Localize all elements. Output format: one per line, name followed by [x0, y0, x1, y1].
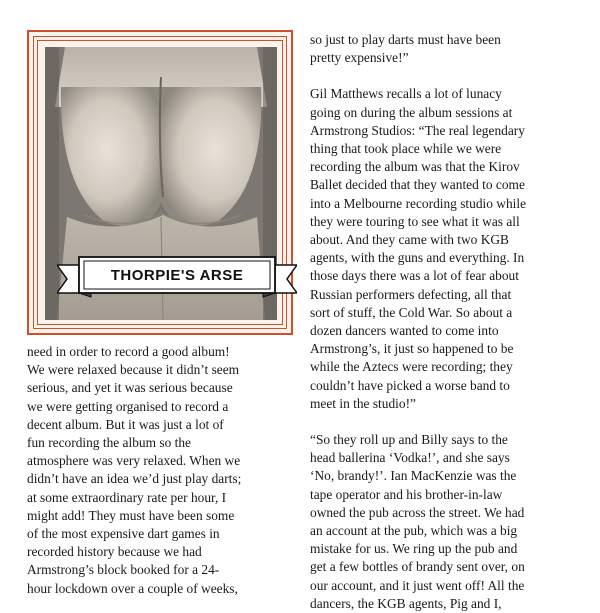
body-paragraph-1: [310, 31, 582, 67]
text-line: serious, and yet it was serious because: [27, 380, 233, 396]
caption-label: THORPIE'S ARSE: [110, 267, 244, 284]
body-paragraph-3: [310, 431, 582, 613]
text-line: might add! They must have been some: [27, 507, 235, 523]
text-line: We were relaxed because it didn’t seem: [27, 362, 240, 378]
text-line: so just to play darts must have been: [310, 32, 501, 47]
text-line: our account, and it just went off! All the: [310, 577, 525, 593]
body-paragraph-2: [310, 85, 582, 413]
right-column-text: [310, 31, 582, 613]
body-paragraph: [27, 343, 299, 598]
text-line: about. And they came with two KGB: [310, 232, 509, 248]
text-line: ‘No, brandy!’. Ian MacKenzie was the: [310, 468, 517, 484]
text-line: into a Melbourne recording studio while: [310, 195, 527, 211]
text-line: of the most expensive dart games in: [27, 526, 220, 542]
text-line: didn’t have an idea we’d just play darts;: [27, 471, 242, 487]
text-line: we were getting organised to record a: [27, 398, 229, 414]
text-line: recording the album was that the Kirov: [310, 159, 520, 175]
text-line: owned the pub across the street. We had: [310, 504, 525, 520]
text-line: dozen dancers wanted to come into: [310, 323, 499, 339]
text-line: tape operator and his brother-in-law: [310, 486, 503, 502]
text-line: hour lockdown over a couple of weeks,: [27, 580, 238, 596]
text-line: recorded history because we had: [27, 544, 202, 560]
text-line: those days there was a lot of fear about: [310, 268, 519, 284]
text-line: dancers, the KGB agents, Pig and I,: [310, 595, 502, 611]
text-line: couldn’t have picked a worse band to: [310, 377, 510, 393]
text-line: Armstrong’s, it just so happened to be: [310, 341, 514, 357]
text-line: “So they roll up and Billy says to the: [310, 432, 508, 448]
text-line: sort of stuff, the Cold War. So about a: [310, 304, 513, 320]
text-line: Gil Matthews recalls a lot of lunacy: [310, 86, 502, 102]
text-line: thing that took place while we were: [310, 141, 502, 157]
text-line: while the Aztecs were recording; they: [310, 359, 513, 375]
text-line: head ballerina ‘Vodka!’, and she says: [310, 450, 510, 466]
photo-frame: [27, 30, 293, 335]
text-line: they were touring to see what it was all: [310, 213, 520, 229]
text-line: Armstrong Studios: “The real legendary: [310, 122, 525, 138]
text-line: decent album. But it was just a lot of: [27, 416, 224, 432]
left-column-text: [27, 343, 299, 598]
text-line: at some extraordinary rate per hour, I: [27, 489, 227, 505]
text-line: an account at the pub, which was a big: [310, 523, 518, 539]
text-line: going on during the album sessions at: [310, 104, 513, 120]
caption-banner: [57, 253, 297, 298]
text-line: get a few bottles of brandy sent over, on: [310, 559, 525, 575]
text-line: agents, with the guns and everything. In: [310, 250, 525, 266]
text-line: Armstrong’s block booked for a 24-: [27, 562, 220, 578]
text-line: mistake for us. We ring up the pub and: [310, 541, 518, 557]
text-line: atmosphere was very relaxed. When we: [27, 453, 241, 469]
text-line: need in order to record a good album!: [27, 344, 230, 359]
text-line: fun recording the album so the: [27, 435, 191, 451]
text-line: Ballet decided that they wanted to come: [310, 177, 525, 193]
text-line: pretty expensive!”: [310, 50, 409, 66]
text-line: meet in the studio!”: [310, 395, 416, 411]
text-line: Russian performers defecting, all that: [310, 286, 512, 302]
